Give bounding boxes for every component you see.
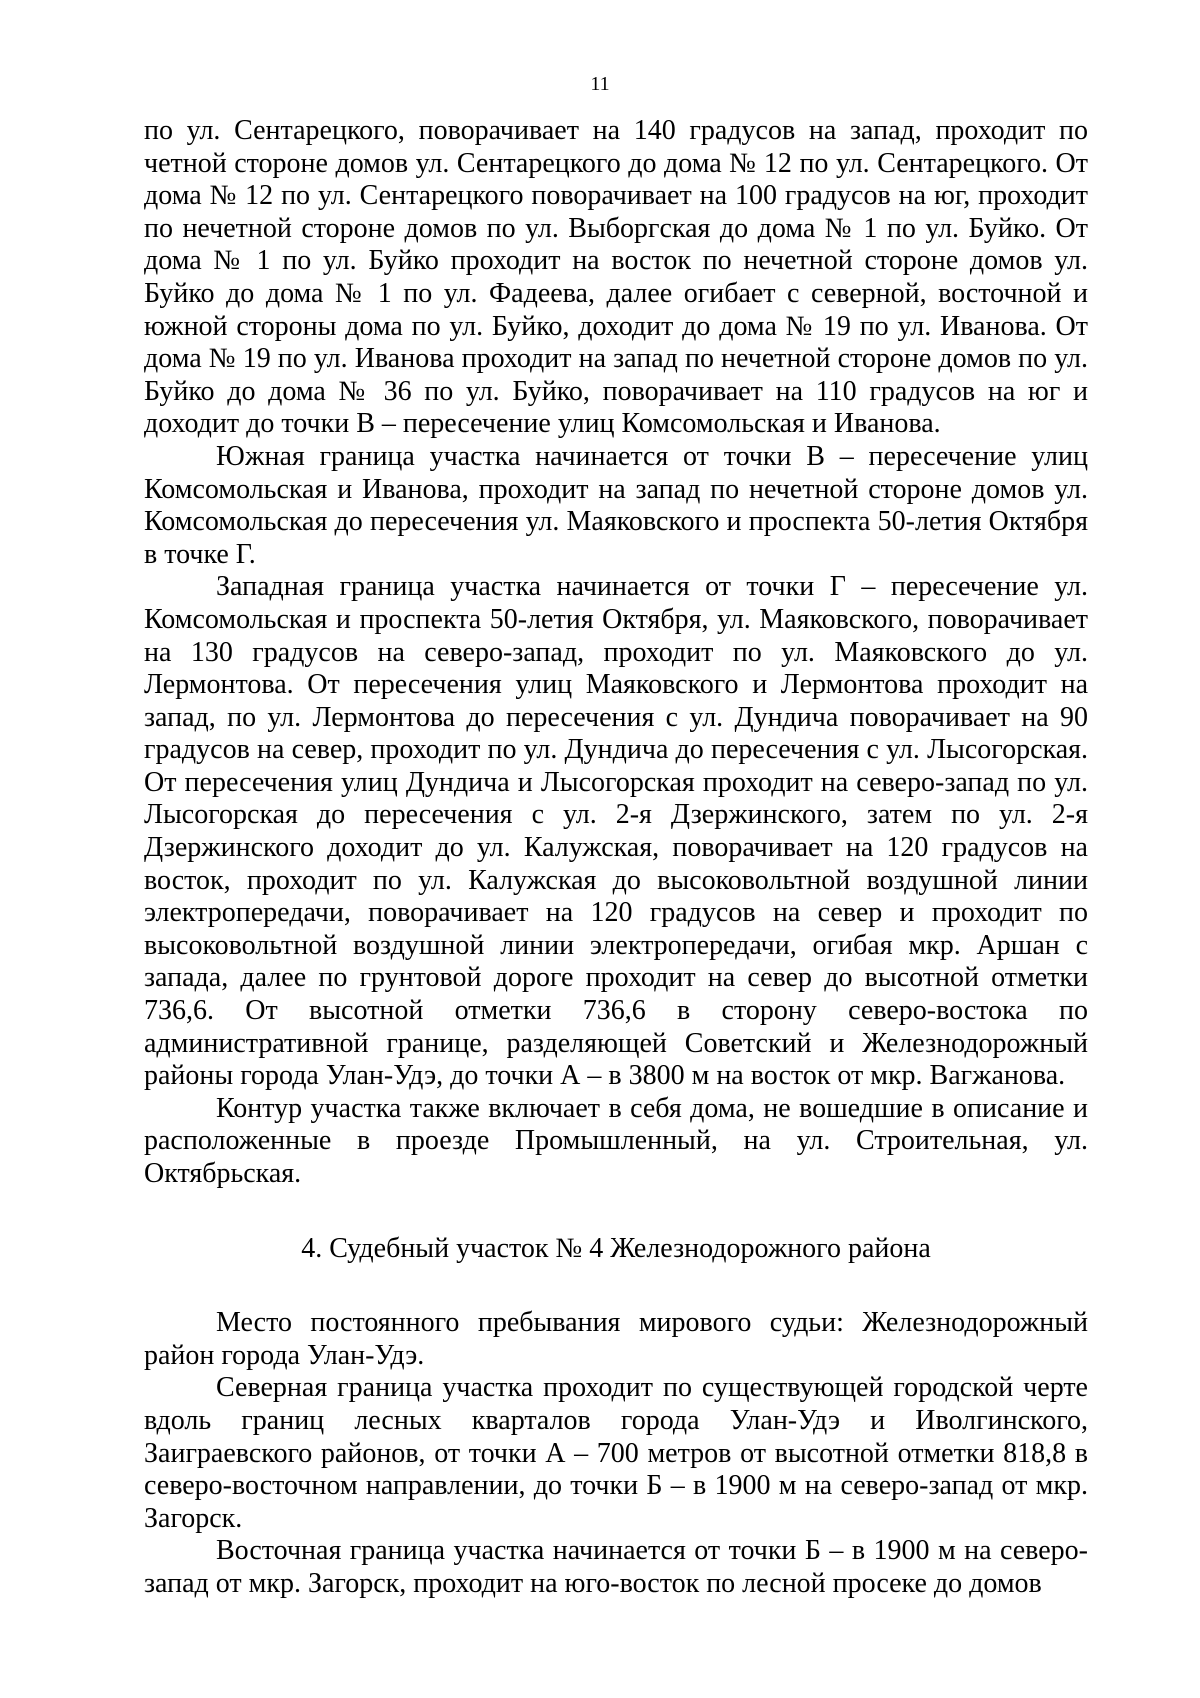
- paragraph-contour-note: Контур участка также включает в себя дома, не вошедшие в описание и расположенные в проезде Промышленный, на ул. Строительная, ул. Октябрьская.: [144, 1092, 1088, 1189]
- paragraph-eastern-boundary: Восточная граница участка начинается от точки Б – в 1900 м на северо-запад от мкр. Загорск, проходит на юго-восток по лесной просеке до домов: [144, 1535, 1088, 1599]
- paragraph-northern-boundary: Северная граница участка проходит по существующей городской черте вдоль границ лесных кварталов города Улан-Удэ и Иволгинского, Заиграевского районов, от точки А – 700 метров от высотной отметки 818,8 в северо-восточном направлении, до точки Б – в 1900 м на северо-запад от мкр. Загорск.: [144, 1372, 1088, 1534]
- section-heading: 4. Судебный участок № 4 Железнодорожного района: [301, 1232, 931, 1264]
- paragraph-southern-boundary: Южная граница участка начинается от точки В – пересечение улиц Комсомольская и Иванова, проходит на запад по нечетной стороне домов ул. Комсомольская до пересечения ул. Маяковского и проспекта 50-летия Октября в точке Г.: [144, 440, 1088, 570]
- paragraph-western-boundary: Западная граница участка начинается от точки Г – пересечение ул. Комсомольская и проспекта 50-летия Октября, ул. Маяковского, поворачивает на 130 градусов на северо-запад, проходит по ул. Маяковского до ул. Лермонтова. От пересечения улиц Маяковского и Лермонтова проходит на запад, по ул. Лермонтова до пересечения с ул. Дундича поворачивает на 90 градусов на север, проходит по ул. Дундича до пересечения с ул. Лысогорская. От пересечения улиц Дундича и Лысогорская проходит на северо-запад по ул. Лысогорская до пересечения с ул. 2-я Дзержинского, затем по ул. 2-я Дзержинского доходит до ул. Калужская, поворачивает на 120 градусов на восток, проходит по ул. Калужская до высоковольтной воздушной линии электропередачи, поворачивает на 120 градусов на север и проходит по высоковольтной воздушной линии электропередачи, огибая мкр. Аршан с запада, далее по грунтовой дороге проходит на север до высотной отметки 736,6. От высотной отметки 736,6 в сторону северо-востока по административной границе, разделяющей Советский и Железнодорожный районы города Улан-Удэ, до точки А – в 3800 м на восток от мкр. Вагжанова.: [144, 571, 1088, 1092]
- paragraph-continuation: по ул. Сентарецкого, поворачивает на 140 градусов на запад, проходит по четной стороне домов ул. Сентарецкого до дома № 12 по ул. Сентарецкого. От дома № 12 по ул. Сентарецкого поворачивает на 100 градусов на юг, проходит по нечетной стороне домов по ул. Выборгская до дома № 1 по ул. Буйко. От дома № 1 по ул. Буйко проходит на восток по нечетной стороне домов ул. Буйко до дома № 1 по ул. Фадеева, далее огибает с северной, восточной и южной стороны дома по ул. Буйко, доходит до дома № 19 по ул. Иванова. От дома № 19 по ул. Иванова проходит на запад по нечетной стороне домов по ул. Буйко до дома № 36 по ул. Буйко, поворачивает на 110 градусов на юг и доходит до точки В – пересечение улиц Комсомольская и Иванова.: [144, 115, 1088, 440]
- paragraph-judge-location: Место постоянного пребывания мирового судьи: Железнодорожный район города Улан-Удэ.: [144, 1307, 1088, 1371]
- document-body: [144, 115, 1088, 1601]
- page-number: 11: [590, 73, 610, 95]
